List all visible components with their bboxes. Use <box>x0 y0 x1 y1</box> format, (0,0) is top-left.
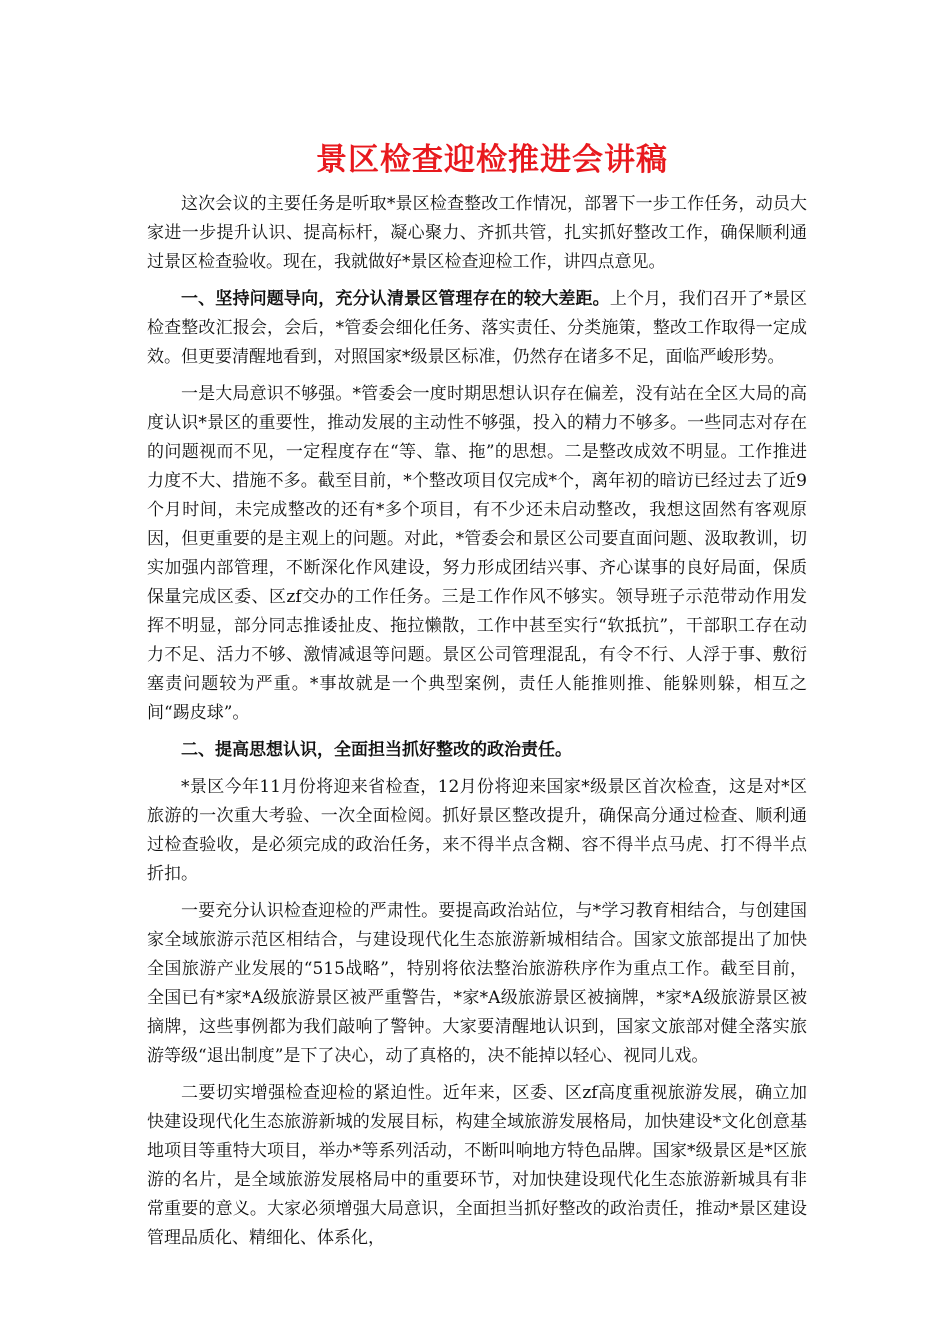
paragraph-body: 一要充分认识检查迎检的严肃性。要提高政治站位，与*学习教育相结合，与创建国家全域旅游示范区相结合，与建设现代化生态旅游新城相结合。国家文旅部提出了加快全国旅游产业发展的“515战略”，特别将依法整治旅游秩序作为重点工作。截至目前，全国已有*家*A级旅游景区被严重警告，*家*A级旅游景区被摘牌，*家*A级旅游景区被摘牌，这些事例都为我们敲响了警钟。大家要清醒地认识到，国家文旅部对健全落实旅游等级“退出制度”是下了决心，动了真格的，决不能掉以轻心、视同儿戏。 <box>147 901 807 1066</box>
paragraph-problems <box>147 380 807 728</box>
paragraph-body: 上个月，我们召开了*景区检查整改汇报会，会后，*管委会细化任务、落实责任、分类施策，整改工作取得一定成效。但更要清醒地看到，对照国家*级景区标准，仍然存在诸多不足，面临严峻形势。 <box>147 289 808 367</box>
paragraph-seriousness <box>147 897 807 1071</box>
section-heading-1: 一、坚持问题导向，充分认清景区管理存在的较大差距。 <box>181 289 610 309</box>
paragraph-inspection <box>147 773 807 889</box>
document-title: 景区检查迎检推进会讲稿 <box>316 142 668 178</box>
paragraph-body: 二要切实增强检查迎检的紧迫性。近年来，区委、区zf高度重视旅游发展，确立加快建设现代化生态旅游新城的发展目标，构建全域旅游发展格局，加快建设*文化创意基地项目等重特大项目，举办*等系列活动，不断叫响地方特色品牌。国家*级景区是*区旅游的名片，是全域旅游发展格局中的重要环节，对加快建设现代化生态旅游新城具有非常重要的意义。大家必须增强大局意识，全面担当抓好整改的政治责任，推动*景区建设管理品质化、精细化、体系化， <box>147 1083 807 1248</box>
paragraph-body: *景区今年11月份将迎来省检查，12月份将迎来国家*级景区首次检查，这是对*区旅游的一次重大考验、一次全面检阅。抓好景区整改提升，确保高分通过检查、顺利通过检查验收，是必须完成的政治任务，来不得半点含糊、容不得半点马虎、打不得半点折扣。 <box>147 777 807 884</box>
paragraph-section-2 <box>147 736 807 765</box>
paragraph-urgency <box>147 1079 807 1253</box>
paragraph-section-1 <box>147 285 807 372</box>
section-heading-2: 二、提高思想认识，全面担当抓好整改的政治责任。 <box>181 740 572 760</box>
document-page <box>147 138 807 1261</box>
paragraph-intro <box>147 190 807 277</box>
paragraph-body: 一是大局意识不够强。*管委会一度时期思想认识存在偏差，没有站在全区大局的高度认识*景区的重要性，推动发展的主动性不够强，投入的精力不够多。一些同志对存在的问题视而不见，一定程度存在“等、靠、拖”的思想。二是整改成效不明显。工作推进力度不大、措施不多。截至目前，*个整改项目仅完成*个，离年初的暗访已经过去了近9个月时间，未完成整改的还有*多个项目，有不少还未启动整改，我想这固然有客观原因，但更重要的是主观上的问题。对此，*管委会和景区公司要直面问题、汲取教训，切实加强内部管理，不断深化作风建设，努力形成团结兴事、齐心谋事的良好局面，保质保量完成区委、区zf交办的工作任务。三是工作作风不够实。领导班子示范带动作用发挥不明显，部分同志推诿扯皮、拖拉懒散，工作中甚至实行“软抵抗”，干部职工存在动力不足、活力不够、激情减退等问题。景区公司管理混乱，有令不行、人浮于事、敷衍塞责问题较为严重。*事故就是一个典型案例，责任人能推则推、能躲则躲，相互之间“踢皮球”。 <box>147 384 807 723</box>
paragraph-body: 这次会议的主要任务是听取*景区检查整改工作情况，部署下一步工作任务，动员大家进一步提升认识、提高标杆，凝心聚力、齐抓共管，扎实抓好整改工作，确保顺利通过景区检查验收。现在，我就做好*景区检查迎检工作，讲四点意见。 <box>147 194 807 272</box>
